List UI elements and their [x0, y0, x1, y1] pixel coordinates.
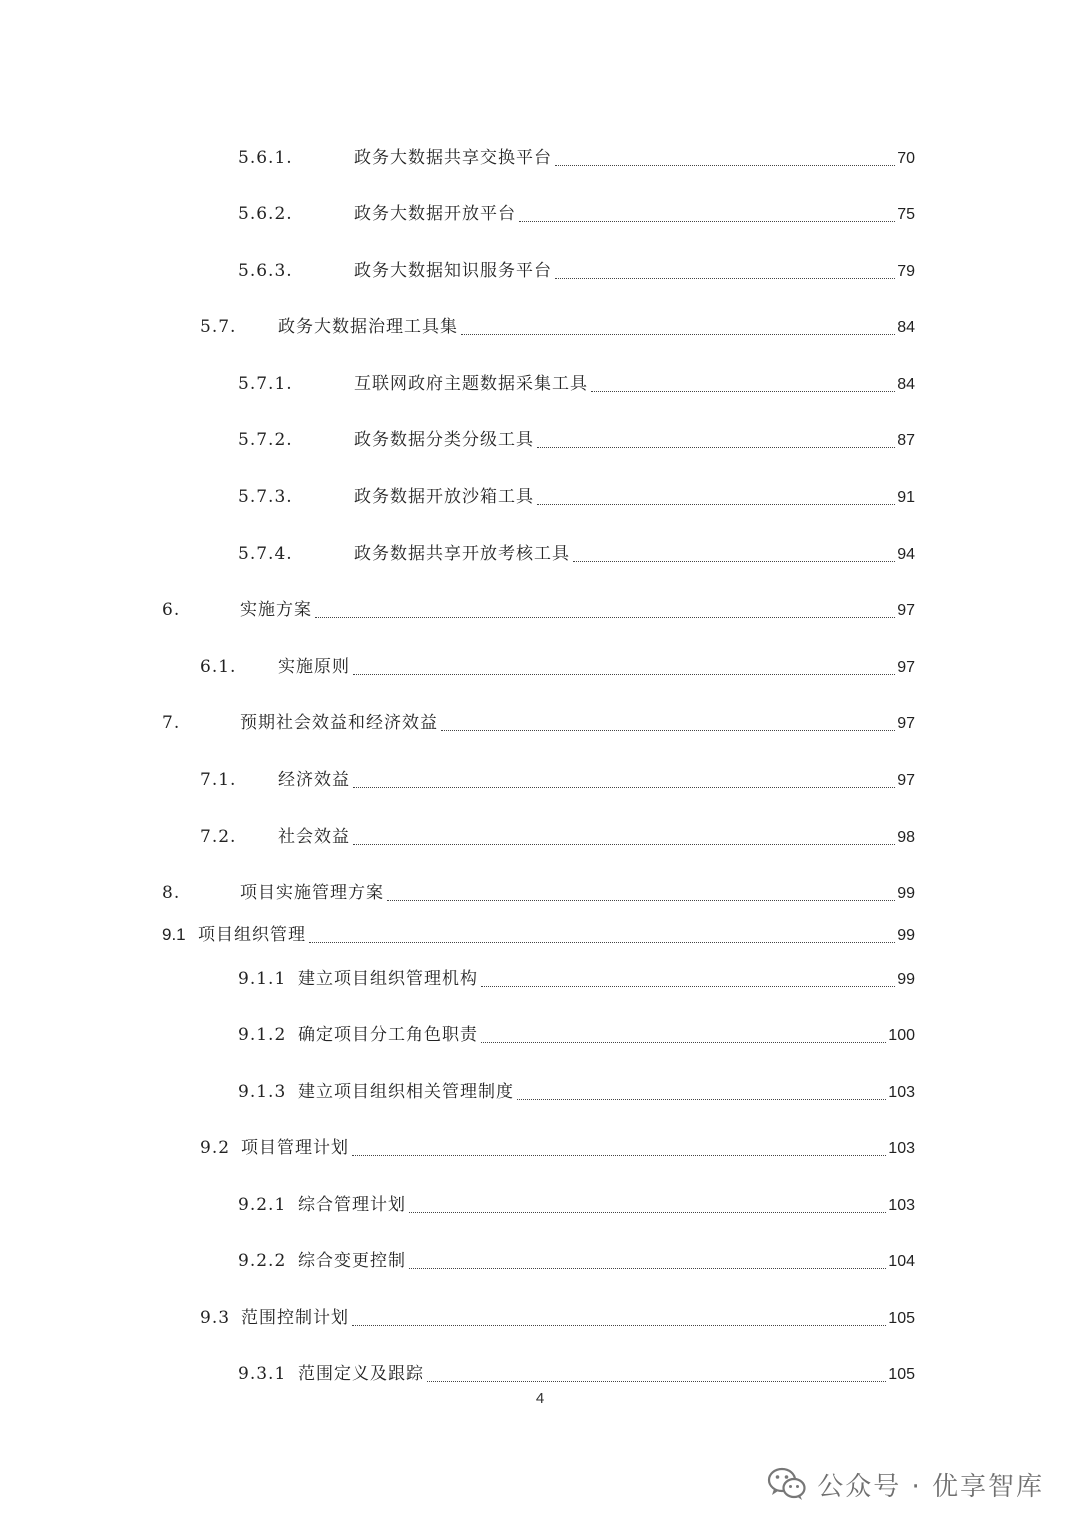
toc-leader-dots — [591, 390, 895, 392]
toc-entry[interactable] — [200, 312, 915, 342]
toc-entry-number: 7.2. — [200, 827, 237, 847]
toc-leader-dots — [352, 1324, 886, 1326]
toc-entry[interactable] — [200, 765, 915, 795]
toc-entry-number: 5.7.3. — [238, 487, 293, 507]
toc-entry-title: 政务数据开放沙箱工具 — [354, 487, 534, 507]
toc-entry-title: 综合管理计划 — [298, 1195, 406, 1215]
toc-entry[interactable] — [238, 256, 915, 286]
toc-entry[interactable] — [162, 595, 915, 625]
toc-entry-number: 9.1.3 — [238, 1082, 287, 1102]
toc-entry-number: 8. — [162, 883, 181, 903]
toc-entry[interactable] — [200, 822, 915, 852]
toc-entry-page: 97 — [897, 602, 915, 619]
toc-entry-title: 政务数据分类分级工具 — [354, 430, 534, 450]
toc-entry-title: 建立项目组织相关管理制度 — [298, 1082, 514, 1102]
toc-leader-dots — [353, 786, 895, 788]
toc-entry-page: 98 — [897, 829, 915, 846]
toc-leader-dots — [352, 1154, 886, 1156]
toc-entry[interactable] — [238, 425, 915, 455]
toc-entry[interactable] — [238, 369, 915, 399]
toc-entry-number: 7. — [162, 713, 181, 733]
toc-entry-page: 99 — [897, 971, 915, 988]
toc-entry[interactable] — [238, 199, 915, 229]
toc-entry-title: 政务大数据共享交换平台 — [354, 148, 552, 168]
toc-leader-dots — [555, 277, 895, 279]
toc-entry-title: 政务大数据知识服务平台 — [354, 261, 552, 281]
toc-entry-page: 103 — [888, 1140, 915, 1157]
toc-leader-dots — [409, 1211, 886, 1213]
toc-entry-page: 100 — [888, 1027, 915, 1044]
toc-entry-page: 105 — [888, 1366, 915, 1383]
toc-entry-title: 经济效益 — [278, 770, 350, 790]
toc-entry-page: 70 — [897, 150, 915, 167]
toc-entry-number: 9.2.2 — [238, 1251, 287, 1271]
toc-entry-page: 99 — [897, 885, 915, 902]
toc-entry-page: 84 — [897, 319, 915, 336]
toc-entry-number: 5.6.3. — [238, 261, 293, 281]
toc-leader-dots — [481, 1041, 886, 1043]
toc-entry-page: 105 — [888, 1310, 915, 1327]
toc-leader-dots — [309, 941, 895, 943]
toc-entry-title: 项目实施管理方案 — [240, 883, 384, 903]
toc-entry[interactable] — [238, 1020, 915, 1050]
toc-entry-page: 75 — [897, 206, 915, 223]
toc-entry-number: 6.1. — [200, 657, 237, 677]
toc-entry-number: 9.1.1 — [238, 969, 287, 989]
toc-entry-number: 9.1 — [162, 925, 186, 944]
toc-leader-dots — [387, 899, 895, 901]
toc-entry-page: 79 — [897, 263, 915, 280]
toc-entry-page: 97 — [897, 659, 915, 676]
toc-entry[interactable] — [238, 1190, 915, 1220]
toc-entry[interactable] — [200, 1303, 915, 1333]
toc-entry-number: 5.6.2. — [238, 204, 293, 224]
toc-entry-number: 9.2.1 — [238, 1195, 287, 1215]
toc-leader-dots — [353, 673, 895, 675]
toc-entry-number: 9.3 — [200, 1308, 231, 1328]
toc-entry-page: 103 — [888, 1084, 915, 1101]
toc-leader-dots — [519, 220, 895, 222]
toc-leader-dots — [517, 1098, 886, 1100]
toc-entry-title: 建立项目组织管理机构 — [298, 969, 478, 989]
toc-entry-page: 87 — [897, 432, 915, 449]
toc-entry-title: 综合变更控制 — [298, 1251, 406, 1271]
toc-entry[interactable] — [238, 1359, 915, 1389]
toc-leader-dots — [555, 164, 895, 166]
toc-entry-page: 97 — [897, 715, 915, 732]
toc-entry-number: 6. — [162, 600, 181, 620]
toc-entry-title: 项目组织管理 — [198, 925, 306, 945]
watermark — [767, 1462, 1044, 1506]
toc-entry-title: 范围定义及跟踪 — [298, 1364, 424, 1384]
toc-entry-page: 104 — [888, 1253, 915, 1270]
toc-leader-dots — [427, 1380, 886, 1382]
toc-leader-dots — [573, 560, 895, 562]
toc-leader-dots — [481, 985, 895, 987]
toc-entry-title: 项目管理计划 — [241, 1138, 349, 1158]
toc-leader-dots — [461, 333, 895, 335]
toc-entry-page: 97 — [897, 772, 915, 789]
toc-entry-number: 5.6.1. — [238, 148, 293, 168]
toc-leader-dots — [441, 729, 895, 731]
toc-leader-dots — [537, 503, 895, 505]
toc-entry[interactable] — [238, 539, 915, 569]
toc-entry[interactable] — [238, 482, 915, 512]
toc-entry-page: 103 — [888, 1197, 915, 1214]
toc-entry-title: 预期社会效益和经济效益 — [240, 713, 438, 733]
toc-entry-number: 9.3.1 — [238, 1364, 287, 1384]
toc-entry[interactable] — [162, 878, 915, 908]
toc-entry-page: 91 — [897, 489, 915, 506]
toc-entry-number: 5.7.2. — [238, 430, 293, 450]
toc-entry-title: 政务数据共享开放考核工具 — [354, 544, 570, 564]
toc-leader-dots — [409, 1267, 886, 1269]
toc-entry-number: 5.7.4. — [238, 544, 293, 564]
toc-entry-page: 99 — [897, 927, 915, 944]
toc-entry-page: 94 — [897, 546, 915, 563]
toc-entry[interactable] — [162, 708, 915, 738]
toc-entry-title: 政务大数据治理工具集 — [278, 317, 458, 337]
toc-entry[interactable] — [200, 652, 915, 682]
toc-entry-title: 实施方案 — [240, 600, 312, 620]
toc-entry-number: 5.7.1. — [238, 374, 293, 394]
toc-entry[interactable] — [238, 1077, 915, 1107]
toc-entry[interactable] — [162, 920, 915, 950]
watermark-text: 公众号 · 优享智库 — [817, 1471, 1044, 1502]
toc-entry-number: 5.7. — [200, 317, 237, 337]
toc-leader-dots — [315, 616, 895, 618]
toc-entry[interactable] — [238, 1246, 915, 1276]
toc-entry-title: 互联网政府主题数据采集工具 — [354, 374, 588, 394]
toc-entry[interactable] — [238, 964, 915, 994]
toc-leader-dots — [353, 843, 895, 845]
toc-entry-title: 社会效益 — [278, 827, 350, 847]
toc-entry[interactable] — [238, 143, 915, 173]
toc-leader-dots — [537, 446, 895, 448]
toc-entry-number: 9.1.2 — [238, 1025, 287, 1045]
toc-entry-page: 84 — [897, 376, 915, 393]
toc-entry-number: 9.2 — [200, 1138, 231, 1158]
toc-entry-title: 范围控制计划 — [241, 1308, 349, 1328]
toc-entry-number: 7.1. — [200, 770, 237, 790]
toc-entry-title: 实施原则 — [278, 657, 350, 677]
wechat-icon — [767, 1466, 807, 1502]
page-number: 4 — [535, 1390, 545, 1407]
toc-entry-title: 确定项目分工角色职责 — [298, 1025, 478, 1045]
toc-entry-title: 政务大数据开放平台 — [354, 204, 516, 224]
toc-entry[interactable] — [200, 1133, 915, 1163]
